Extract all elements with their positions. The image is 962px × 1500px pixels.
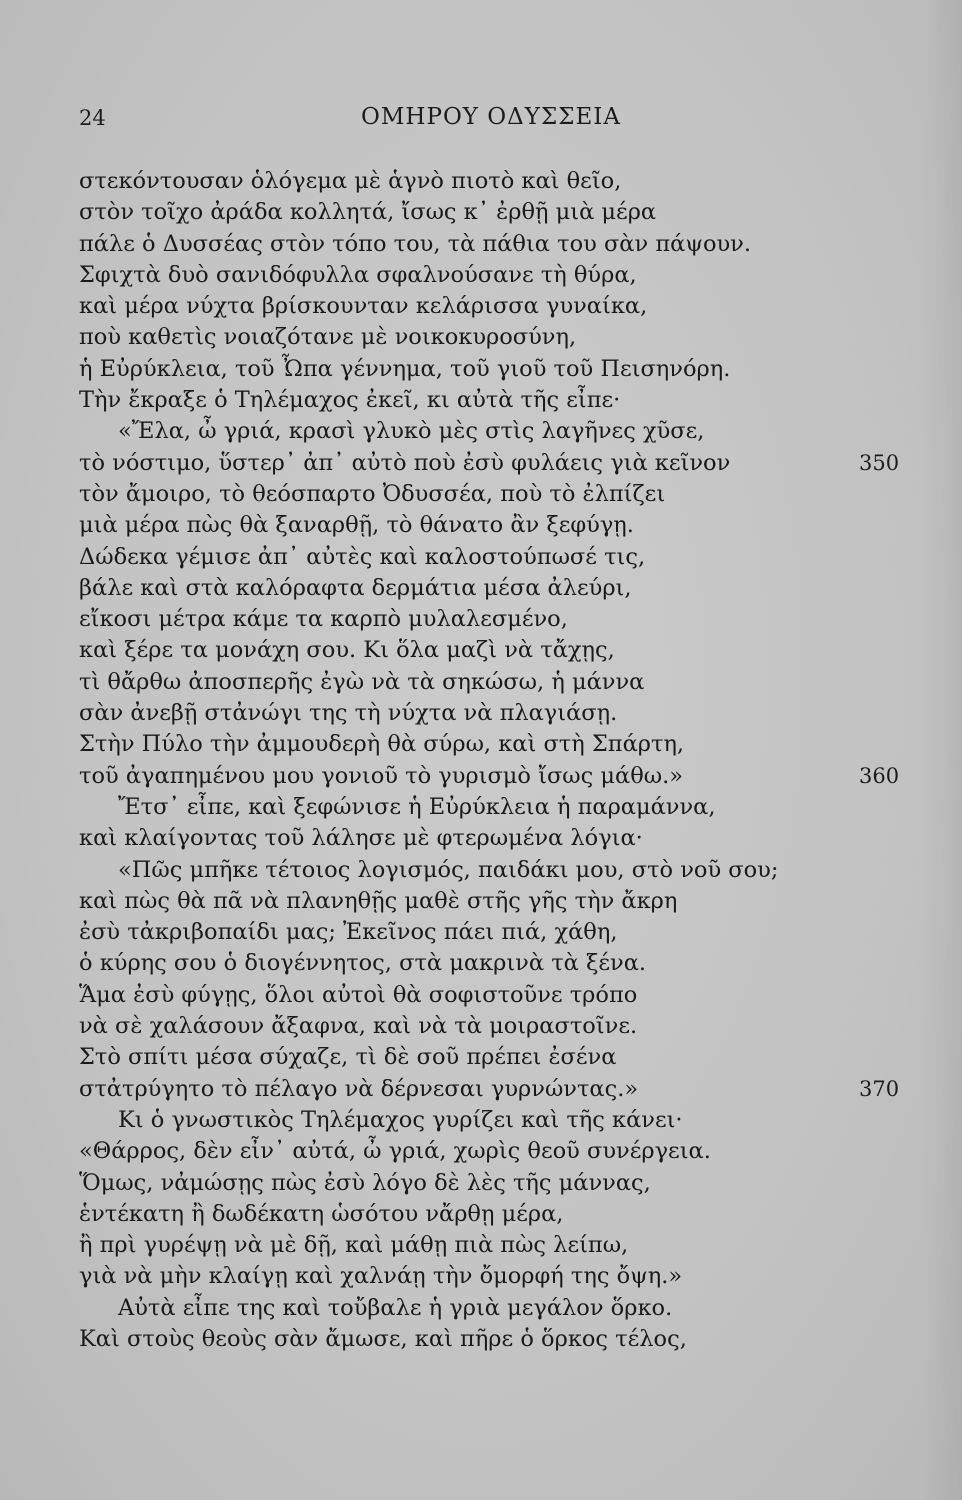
line-number: 350 xyxy=(859,450,900,475)
verse-line xyxy=(0,729,962,760)
verse-text: Ἅμα ἐσὺ φύγῃς, ὅλοι αὐτοὶ θὰ σοφιστοῦνε τρόπο xyxy=(79,981,638,1008)
verse-text: στὸν τοῖχο ἀράδα κολλητά, ἴσως κ᾽ ἐρθῇ μιὰ μέρα xyxy=(79,199,657,226)
verse-line xyxy=(0,479,962,510)
verse-line xyxy=(0,1261,962,1292)
verse-text: καὶ πὼς θὰ πᾶ νὰ πλανηθῇς μαθὲ στῆς γῆς τὴν ἄκρη xyxy=(79,887,678,914)
verse-line xyxy=(0,448,962,479)
verse-line xyxy=(0,260,962,291)
verse-line xyxy=(0,416,962,447)
page-header xyxy=(0,100,962,140)
verse-text: τὸ νόστιμο, ὕστερ᾽ ἀπ᾽ αὐτὸ ποὺ ἐσὺ φυλάεις γιὰ κεῖνον xyxy=(79,449,731,476)
verse-line xyxy=(0,886,962,917)
verse-line xyxy=(0,1168,962,1199)
verse-text: βάλε καὶ στὰ καλόραφτα δερμάτια μέσα ἀλεύρι, xyxy=(79,574,632,601)
verse-line xyxy=(0,1011,962,1042)
verse-line xyxy=(0,667,962,698)
line-number: 360 xyxy=(859,763,900,788)
verse-text: πάλε ὁ Δυσσέας στὸν τόπο του, τὰ πάθια του σὰν πάψουν. xyxy=(79,230,752,257)
verse-text: σὰν ἀνεβῇ στἀνώγι της τὴ νύχτα νὰ πλαγιάσῃ. xyxy=(79,700,618,727)
verse-text: ἢ πρὶ γυρέψῃ νὰ μὲ δῇ, καὶ μάθῃ πιὰ πὼς λείπω, xyxy=(79,1232,629,1259)
verse-text: ἡ Εὐρύκλεια, τοῦ Ὦπα γέννημα, τοῦ γιοῦ τοῦ Πεισηνόρη. xyxy=(79,355,731,382)
verse-line xyxy=(0,1324,962,1355)
verse-line xyxy=(0,1293,962,1324)
verse-line xyxy=(0,166,962,197)
verse-text: «Ἔλα, ὦ γριά, κρασὶ γλυκὸ μὲς στὶς λαγῆνες χῦσε, xyxy=(118,418,705,445)
verse-line xyxy=(0,980,962,1011)
verse-line xyxy=(0,1199,962,1230)
verse-line xyxy=(0,1074,962,1105)
verse-text: νὰ σὲ χαλάσουν ἄξαφνα, καὶ νὰ τὰ μοιραστοῖνε. xyxy=(79,1013,638,1040)
page-number: 24 xyxy=(79,106,106,130)
running-title: ΟΜΗΡΟΥ ΟΔΥΣΣΕΙΑ xyxy=(361,104,621,130)
verse-line xyxy=(0,917,962,948)
verse-text: τὸν ἄμοιρο, τὸ θεόσπαρτο Ὀδυσσέα, ποὺ τὸ ἐλπίζει xyxy=(79,480,666,507)
verse-line xyxy=(0,542,962,573)
page-edge-shadow xyxy=(922,0,962,1500)
verse-line xyxy=(0,855,962,886)
verse-text: Κι ὁ γνωστικὸς Τηλέμαχος γυρίζει καὶ τῆς κάνει· xyxy=(118,1106,683,1133)
verse-line xyxy=(0,761,962,792)
verse-line xyxy=(0,698,962,729)
verse-text: καὶ ξέρε τα μονάχη σου. Κι ὅλα μαζὶ νὰ τἄχῃς, xyxy=(79,637,615,664)
verse-text: Τὴν ἔκραξε ὁ Τηλέμαχος ἐκεῖ, κι αὐτὰ τῆς εἶπε· xyxy=(79,387,621,414)
verse-text: καὶ μέρα νύχτα βρίσκουνταν κελάρισσα γυναίκα, xyxy=(79,293,648,320)
verse-text: τὶ θἄρθω ἀποσπερῆς ἐγὼ νὰ τὰ σηκώσω, ἡ μάννα xyxy=(79,668,645,695)
verse-line xyxy=(0,635,962,666)
line-number: 370 xyxy=(859,1076,900,1101)
verse-text: στεκόντουσαν ὁλόγεμα μὲ ἁγνὸ πιοτὸ καὶ θεῖο, xyxy=(79,168,622,194)
verse-line xyxy=(0,322,962,353)
verse-text: στἀτρύγητο τὸ πέλαγο νὰ δέρνεσαι γυρνώντας.» xyxy=(79,1075,639,1102)
verse-text: «Θάρρος, δὲν εἶν᾽ αὐτά, ὦ γριά, χωρὶς θεοῦ συνέργεια. xyxy=(79,1138,711,1165)
verse-text: γιὰ νὰ μὴν κλαίγῃ καὶ χαλνάῃ τὴν ὄμορφή της ὄψη.» xyxy=(79,1263,683,1290)
verse-line xyxy=(0,229,962,260)
verse-line xyxy=(0,823,962,854)
verse-line xyxy=(0,1042,962,1073)
verse-line xyxy=(0,948,962,979)
verse-line xyxy=(0,291,962,322)
verse-text: Στὸ σπίτι μέσα σύχαζε, τὶ δὲ σοῦ πρέπει ἐσένα xyxy=(79,1044,617,1071)
verse-block xyxy=(0,166,962,1355)
verse-line xyxy=(0,385,962,416)
verse-text: ἐσὺ τἀκριβοπαίδι μας; Ἐκεῖνος πάει πιά, χάθη, xyxy=(79,919,618,946)
verse-line xyxy=(0,197,962,228)
verse-text: τοῦ ἀγαπημένου μου γονιοῦ τὸ γυρισμὸ ἴσως μάθω.» xyxy=(79,762,684,789)
verse-line xyxy=(0,510,962,541)
verse-line xyxy=(0,354,962,385)
verse-line xyxy=(0,604,962,635)
verse-line xyxy=(0,1136,962,1167)
verse-line xyxy=(0,1105,962,1136)
verse-text: Σφιχτὰ δυὸ σανιδόφυλλα σφαλνούσανε τὴ θύρα, xyxy=(79,261,637,288)
verse-text: Ἔτσ᾽ εἶπε, καὶ ξεφώνισε ἡ Εὐρύκλεια ἡ παραμάννα, xyxy=(118,793,716,820)
verse-text: ποὺ καθετὶς νοιαζότανε μὲ νοικοκυροσύνη, xyxy=(79,324,577,351)
verse-text: Καὶ στοὺς θεοὺς σὰν ἄμωσε, καὶ πῆρε ὁ ὅρκος τέλος, xyxy=(79,1325,687,1352)
verse-text: Ὅμως, νἀμώσῃς πὼς ἐσὺ λόγο δὲ λὲς τῆς μάννας, xyxy=(79,1169,651,1196)
verse-text: «Πῶς μπῆκε τέτοιος λογισμός, παιδάκι μου, στὸ νοῦ σου; xyxy=(118,856,779,883)
verse-text: εἴκοσι μέτρα κάμε τα καρπὸ μυλαλεσμένο, xyxy=(79,606,568,633)
verse-line xyxy=(0,1230,962,1261)
verse-text: ὁ κύρης σου ὁ διογέννητος, στὰ μακρινὰ τὰ ξένα. xyxy=(79,950,647,977)
verse-text: Αὐτὰ εἶπε της καὶ τοὔβαλε ἡ γριὰ μεγάλον ὅρκο. xyxy=(118,1294,673,1321)
verse-text: Στὴν Πύλο τὴν ἀμμουδερὴ θὰ σύρω, καὶ στὴ Σπάρτη, xyxy=(79,731,685,758)
verse-text: ἑντέκατη ἢ δωδέκατη ὡσότου νἄρθῃ μέρα, xyxy=(79,1200,564,1227)
verse-text: καὶ κλαίγοντας τοῦ λάλησε μὲ φτερωμένα λόγια· xyxy=(79,825,643,852)
verse-text: μιὰ μέρα πὼς θὰ ξαναρθῇ, τὸ θάνατο ἂν ξεφύγῃ. xyxy=(79,512,634,539)
verse-line xyxy=(0,573,962,604)
verse-text: Δώδεκα γέμισε ἀπ᾽ αὐτὲς καὶ καλοστούπωσέ τις, xyxy=(79,543,646,570)
verse-line xyxy=(0,792,962,823)
